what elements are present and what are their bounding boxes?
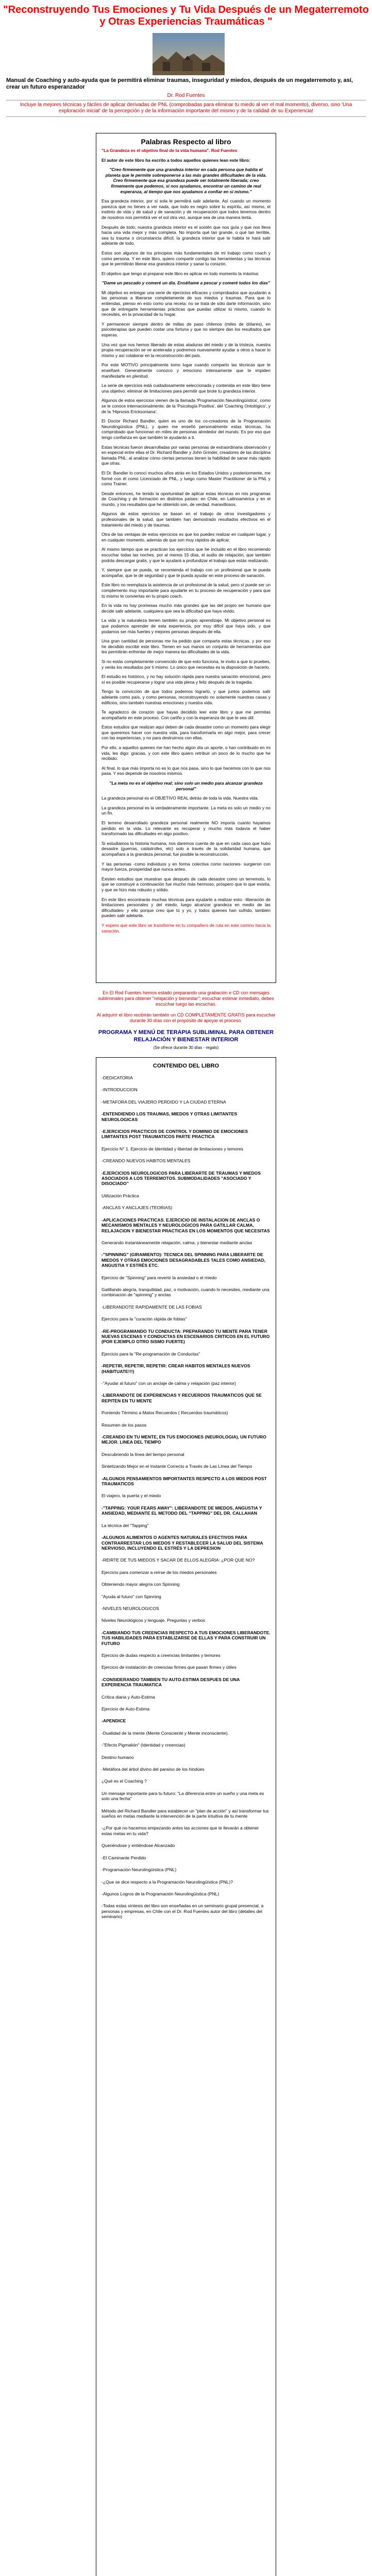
toc-item: El viajero, la puerta y el miedo bbox=[102, 1493, 161, 1499]
toc-item: -Todas estas síntesis del libro son enseñadas en un seminario grupal presencial, a personas y empresas, en Chile con el Dr. Rod Fuentes autor del libro (detalles del seminario) bbox=[102, 1903, 264, 1920]
toc-item: -Dualidad de la mente (Mente Consciente y Mente inconsciente). bbox=[102, 1730, 229, 1736]
toc-item: -CONSIDERANDO TAMBIEN TU AUTO-ESTIMA DESPUES DE UNA EXPERIENCIA TRAUMATICA bbox=[102, 1676, 240, 1688]
toc-item: Niveles Neurológicos y lenguaje. Preguntas y verbos bbox=[102, 1618, 206, 1623]
toc-item: Ejercicio N° 1. Ejercicio de Identidad y libertad de limitaciones y temores bbox=[102, 1146, 244, 1151]
toc-item: -LIBERANDOTE DE EXPERIENCIAS Y RECUERDOS TRAUMATICOS QUE SE REPITEN EN TU MENTE bbox=[102, 1393, 262, 1403]
words-paragraph: Al final, lo que más importa no es lo que nos pasa, sino lo que hacemos con lo que nos pasa. Y eso depende de nosotros mismos. bbox=[102, 765, 270, 776]
words-paragraph: Una gran cantidad de personas me ha pedido que comparta estas técnicas, y por eso he decidido escribir este libro. Tienen en sus manos un conjunto de herramientas que les permitirán enfrentar de mejor manera las dificultades de la vida. bbox=[102, 638, 270, 655]
words-paragraph: El terreno desarrollado grandeza personal realmente NO importa cuanto hayamos perdido en la vida. Lo relevante es recuperar y mucho más todavía el haber transformado las dificultades en algo positivo. bbox=[102, 820, 270, 837]
words-paragraph: "La meta no es el objetivo real; sino solo un medio para alcanzar grandeza personal" bbox=[109, 781, 263, 791]
toc-item: -REIRTE DE TUS MIEDOS Y SACAR DE ELLOS ALEGRIA: ¿POR QUE NO? bbox=[102, 1557, 255, 1563]
toc-item: Ejercicio de dudas respecto a creencias limitantes y temores bbox=[102, 1652, 221, 1658]
words-about-book-box bbox=[96, 133, 276, 983]
toc-item: -¿Que se dice respecto a la Programación Neurolingüística (PNL)? bbox=[102, 1879, 233, 1885]
words-paragraph: Una vez que nos hemos liberado de estas ataduras del miedo y de la tristeza, nuestra propia recuperación se ve acelerada y podremos nuevamente ayudar a otros a hacer lo mismo y así colaborar en la reconstrucción del país. bbox=[102, 342, 270, 358]
words-paragraph: Y las personas -como individuos y en forma colectiva como naciones- surgieron con mayor fuerza, prosperidad que nunca antes. bbox=[102, 861, 270, 872]
toc-item: Ejercicio para la "curación rápida de fobias" bbox=[102, 1316, 187, 1322]
toc-item: ¿Qué es el Coaching ? bbox=[102, 1778, 147, 1784]
toc-item: Utilización Práctica bbox=[102, 1193, 139, 1198]
toc-item: -APENDICE bbox=[102, 1718, 126, 1724]
book-subtitle: Manual de Coaching y auto-ayuda que te permitirá eliminar traumas, inseguridad y miedos, después de un megaterremoto y, así, crear un futuro esperanzador bbox=[6, 77, 353, 90]
words-paragraph: El autor de este libro ha escrito a todos aquellos quienes lean este libro: bbox=[102, 157, 250, 163]
toc-item: -Algunos Logros de la Programación Neurolingüística (PNL) bbox=[102, 1891, 219, 1896]
toc-item: Crítica diaria y Auto-Estima bbox=[102, 1694, 155, 1700]
toc-item: -"Efecto Pigmalión" (Identidad y creencias) bbox=[102, 1742, 185, 1748]
toc-item: -APLICACIONES PRACTICAS. EJERCICIO DE INSTALACION DE ANCLAS O MECANISMOS MENTALES Y NEUROLOGICOS PARA GATILLAR CALMA, RELAJACION Y BIENESTAR PRACTICAS EN LOS MOMENTOS QUE NECESITAS bbox=[102, 1217, 270, 1233]
divider bbox=[6, 116, 366, 117]
toc-item: Sintetizando Mejor en el Instante Correcto a Través de Las Línea del Tiempo bbox=[102, 1464, 252, 1469]
table-of-contents-box bbox=[96, 1057, 276, 2576]
words-paragraph: La grandeza personal es la verdaderamente importante. La meta es solo un medio y no un fin. bbox=[102, 805, 270, 816]
words-paragraph: La serie de ejercicios está cuidadosamente seleccionada y contenida en este libro tiene una objetivo: eliminar de limitaciones para permitir que brote tu grandeza interior. bbox=[102, 383, 270, 394]
words-paragraph: El objetivo que tengo al preparar este libro es aplicar en todo momento la máxima: bbox=[102, 270, 259, 276]
toc-item: -EJERCICIOS PRACTICOS DE CONTROL Y DOMINIO DE EMOCIONES LIMITANTES POST TRAUMATICOS PARTE PRACTICA bbox=[102, 1129, 248, 1140]
words-paragraph: En este libro encontrarás muchas técnicas para ayudarte a realizar esto: -liberación de limitaciones personales y del miedo, luego alcanzar grandeza en medio de las dificultades- y ello porque creo que tú y yo, y todos quienes han sufrido, también pueden salir adelante. bbox=[102, 896, 270, 919]
author-link[interactable]: Dr. Rod Fuentes bbox=[167, 93, 205, 98]
promo-note: En El Rod Fuentes hemos estado preparando una grabación e CD con mensajes subliminales para obtener "relajación y bienestar"; escuchar estimar inmediato, debes escuchar luego las escuchas. bbox=[98, 990, 274, 1007]
toc-item: Ejercicio para la "Re-programación de Conductas" bbox=[102, 1351, 200, 1357]
toc-item: Ejercicio para comenzar a reírse de los miedos personales bbox=[102, 1569, 217, 1575]
words-paragraph: La vida y la naturaleza tienen también su propio aprendizaje. Mi objetivo personal es que podamos aprender de esta experiencia, por muy difícil que haya sido, y que podamos ser más fuertes y mejores personas después de ella. bbox=[102, 618, 270, 634]
words-paragraph: Este libro no reemplaza la asistencia de un profesional de la salud, pero sí puede ser un complemento muy importante para ayudarte en tu proceso de recuperación y para que tú mismo te conviertas en tu propio coach. bbox=[102, 582, 270, 599]
words-paragraph: Y permanecer siempre dentro de millas de paso chilenos (miles de dólares), en psicoterapias que pueden costar una fortuna y que no siempre dan los resultados que esperas. bbox=[102, 321, 270, 338]
toc-item: -REPETIR, REPETIR, REPETIR: CREAR HABITOS MENTALES NUEVOS (HABITUATE!!!) bbox=[102, 1363, 250, 1374]
words-paragraph: Estos estudios que realizan aquí deben de cada desastre como un momento para elegir que queremos hacer con nuestra vida, para transformarla en algo mejor, para crecer con las experiencias, y no para destruirnos con ellas. bbox=[102, 724, 270, 741]
words-paragraph: Al mismo tiempo que se practican los ejercicios que he incluido en el libro recomiendo escuchar todas las noches, por al menos 15 días, el audio de relajación, que también podrás descargar gratis, y que te ayudará a profundizar el trabajo que estás realizando. bbox=[102, 547, 270, 563]
toc-item: -Programación Neurolingüística (PNL) bbox=[102, 1867, 177, 1873]
words-paragraph: Y espero que este libro se transforme en tu compañero de ruta en este camino hacia la sanación. bbox=[102, 922, 270, 934]
toc-item: -LIBERANDOTE RAPIDAMENTE DE LAS FOBIAS bbox=[102, 1304, 202, 1310]
words-paragraph: Algunos de estos ejercicios se basan en el trabajo de otros investigadores y profesionales de la salud, que también han demostrado resultados efectivos en el tratamiento del miedo y de traumas. bbox=[102, 511, 270, 528]
words-paragraph: Algunos de estos ejercicios vienen de la llamada 'Programación Neurolingüística', como se le conoce internacionalmente; de la 'Psicología Positiva', del 'Coaching Ontológico', y de la 'Hipnosis Ericksoniana'. bbox=[102, 398, 270, 414]
toc-item: -NIVELES NEUROLOGICOS bbox=[102, 1605, 159, 1611]
toc-item: Obteniendo mayor alegría con Spinning bbox=[102, 1582, 180, 1587]
words-paragraph: El Dr. Bandler lo conocí muchos años atrás en los Estados Unidos y posteriormente, me formé con él como Licenciado de PNL, y luego como Master Practitioner de la PNL y como Trainer. bbox=[102, 470, 270, 487]
toc-item: Queriéndose y entiéndose Alcanzado bbox=[102, 1843, 175, 1849]
toc-list bbox=[102, 1075, 270, 1926]
toc-item: -ALGUNOS PENSAMIENTOS IMPORTANTES RESPECTO A LOS MIEDOS POST TRAUMATICOS bbox=[102, 1476, 267, 1487]
toc-item: -"Ayudar al futuro" con un anclaje de calma y relajación (paz interior) bbox=[102, 1381, 236, 1386]
intro-text: Incluye la mejores técnicas y fáciles de aplicar derivadas de PNL (comprobadas para eliminar tu miedo al ver el mal momento), diverso, sino 'Una exploración inicial' de la percepción y de la información importante del mismo y de la calidad de su Experiencia! bbox=[20, 102, 352, 114]
toc-item: -"TAPPING: YOUR FEARS AWAY": LIBERANDOTE DE MIEDOS, ANGUSTIA Y ANSIEDAD, MEDIANTE EL METODO DEL "TAPPING" DEL DR. CALLAHAN bbox=[102, 1505, 262, 1516]
words-paragraph: Te agradezco de corazón que hayas decidido leer este libro y que me permitas acompañarte en este proceso. Con cariño y con la esperanza de que te sea útil. bbox=[102, 709, 270, 720]
audio-promo bbox=[96, 990, 276, 1050]
words-paragraph: Estas técnicas fueron desarrolladas por varias personas de extraordinaria observación y en especial entre ellas el Dr. Richard Bandler y John Grinder, creadores de las disciplina llamada PNL: al analizar cómo ciertas personas tienen la habilidad de sanar más rápido que otras. bbox=[102, 444, 270, 466]
toc-item: Generando instantáneamente relajación, calma, y bienestar mediante anclas bbox=[102, 1240, 252, 1245]
toc-item: -METAFORA DEL VIAJERO PERDIDO Y LA CIUDAD ETERNA bbox=[102, 1099, 226, 1105]
toc-item: -CREANDO EN TU MENTE, EN TUS EMOCIONES (NEUROLOGIA), UN FUTURO MEJOR. LINEA DEL TIEMPO bbox=[102, 1434, 266, 1445]
toc-item: -EJERCICIOS NEUROLOGICOS PARA LIBERARTE DE TRAUMAS Y MIEDOS ASOCIADOS A LOS TERREMOTOS. SUBMODALIDADES "ASOCIADO Y DISOCIADO" bbox=[102, 1170, 261, 1187]
toc-item: Ejercicio de "Spinning" para revertir la ansiedad o el miedo bbox=[102, 1275, 217, 1280]
words-paragraph: Después de todo; nuestra grandeza interior es el sostén que nos guía y que nos lleva hacia una vida mejor y más completa. No importa qué tan grande, o qué tan terrible, sea tu trauma o circunstancia difícil, la grandeza interior que te habita te hará salir adelante de todo. bbox=[102, 224, 270, 246]
toc-item: Un mensaje importante para tu futuro: "La diferencia entre un sueño y una meta es solo una fecha" bbox=[102, 1790, 264, 1802]
words-paragraph: El Doctor Richard Bandler, quien es uno de los co-creadores de la Programación Neurolingüística (PNL), y quien me enseñó personalmente estas técnicas, ha comprobado que funcionan en miles de personas alrededor del mundo. Es por eso que tengo confianza en que también te ayudarán a ti. bbox=[102, 418, 270, 440]
words-paragraph: Si estudiamos la historia humana, nos daremos cuenta de que en cada caso que hubo desastre (guerras, catástrofes, etc) solo a través de la solidaridad humana, que acompañara a la grandeza personal, fue posible la reconstrucción. bbox=[102, 840, 270, 857]
words-paragraph: Existen estudios que muestran que después de cada desastre como un terremoto, lo que se construye a continuación fue mucho más hermoso, próspero que lo que existía, y que se hizo más robusto y sólido. bbox=[102, 876, 270, 892]
book-title: "Reconstruyendo Tus Emociones y Tu Vida Después de un Megaterremoto y Otras Experiencias Traumáticas " bbox=[3, 4, 369, 27]
words-paragraph: Tengo la convicción de que todos podemos lograrlo, y que juntos podemos salir adelante como país, y como personas, reconstruyendo no solamente nuestras casas y edificios, sino también nuestras emociones y nuestra vida. bbox=[102, 689, 270, 705]
toc-item: Resumen de los pasos bbox=[102, 1422, 147, 1428]
toc-item: -CREANDO NUEVOS HABITOS MENTALES bbox=[102, 1158, 191, 1164]
toc-item: -DEDICATORIA bbox=[102, 1075, 133, 1080]
toc-item: -ANCLAS Y ANCLAJES (TEORIAS) bbox=[102, 1205, 173, 1211]
toc-item: Destino humano bbox=[102, 1754, 134, 1760]
toc-item: -Metáfora del árbol divino del paraíso de los hindúes bbox=[102, 1767, 205, 1772]
words-paragraph: "La Grandeza es el objetivo final de la vida humana". Rod Fuentes bbox=[102, 148, 238, 153]
toc-item: -ENTENDIENDO LOS TRAUMAS, MIEDOS Y OTRAS LIMITANTES NEUROLOGICAS bbox=[102, 1111, 238, 1122]
toc-item: Gatillando alegría, tranquilidad, paz, o motivación, cuando lo necesites, mediante una combinación de "spinning" y anclas bbox=[102, 1286, 269, 1298]
toc-title: CONTENIDO DEL LIBRO bbox=[153, 1063, 219, 1069]
words-paragraph: Mi objetivo es entregar una serie de ejercicios eficaces y comprobados que ayudarán a las personas a liberarse completamente de sus miedos y traumas. Para que lo entiendas, pienso en esto como una receta: no se trata de sólo darte información, sino que de entregarte herramientas prácticas que puedas utilizar tú mismo, cuando lo necesites, en la privacidad de tu hogar. bbox=[102, 290, 270, 317]
words-paragraph: Por este MOTIVO principalmente tomo lugar cuando comparto las técnicas que te enseñaré. Generalmente conozco y emociono intensamente que te impiden manifestarte en plenitud. bbox=[102, 362, 270, 379]
toc-item: Poniendo Término a Malos Recuerdos ( Recuerdos traumáticos) bbox=[102, 1410, 228, 1416]
words-paragraph: Otra de las ventajas de estos ejercicios es que los puedes realizar en cualquier lugar, y en cualquier momento, además de que son muy rápidos de aplicar. bbox=[102, 532, 270, 543]
toc-item: -El Caminante Perdido bbox=[102, 1855, 146, 1860]
words-paragraph: Estos son algunos de los principios más fundamentales de mi trabajo como coach y como persona. Y en este libro, quiero compartir contigo las herramientas y las técnicas que te permitirán liberar esa grandeza interior y sanar tu corazón. bbox=[102, 250, 270, 267]
toc-item: -¿Por qué no hacemos empezando antes las acciones que te llevarán a obtener estas metas en tu vida? bbox=[102, 1825, 259, 1836]
promo-title[interactable]: PROGRAMA Y MENÚ DE TERAPIA SUBLIMINAL PARA OBTENER RELAJACIÓN Y BIENESTAR INTERIOR bbox=[98, 1029, 274, 1043]
words-paragraph: "Creo firmemente que una grandeza interior en cada persona que habita el planeta que le permite sobreponerse a las más grandes dificultades de la vida. Creo firmemente que esa grandeza puede ser totalmente liberada; creo firmemente que podemos, si nos ayudamos, encontrar un camino de real esperanza, al tiempo que nos ayudamos a confiar en sí mismo." bbox=[105, 167, 267, 194]
promo-caption: (Se ofrece durante 30 días - regalo) bbox=[153, 1045, 219, 1050]
toc-item: -ALGUNOS ALIMENTOS O AGENTES NATURALES EFECTIVOS PARA CONTRARRESTAR LOS MIEDOS Y RESTABLECER LA SALUD DEL SISTEMA NERVIOSO, INCLUYENDO EL ESTRÉS Y LA DEPRESION bbox=[102, 1535, 263, 1551]
toc-item: La técnica del "Tapping" bbox=[102, 1522, 149, 1528]
words-paragraph: Y, siempre que se pueda, se recomienda el trabajo con un profesional que te pueda acompañar, que te dé seguridad y que te pueda ayudar en este proceso de sanación. bbox=[102, 567, 270, 578]
toc-item: -CAMBIANDO TUS CREENCIAS RESPECTO A TUS EMOCIONES LIBERANDOTE. TUS HABILIDADES PARA ESTABLIZARSE DE ELLAS Y PARA CONSTRUIR UN FUTURO bbox=[102, 1630, 270, 1646]
words-paragraph: Si no estás completamente convencido de que esto funciona, te invito a que lo pruebes, y verás los resultados por ti mismo. Lo único que necesitas es la disposición de hacerlo. bbox=[102, 658, 270, 670]
words-paragraph: La grandeza personal es el OBJETIVO REAL detrás de toda la vida. Nuestra vida. bbox=[102, 795, 259, 801]
book-cover-image bbox=[153, 33, 225, 75]
promo-note-2: Al adquirir el libro recibirán también un CD COMPLETAMENTE GRATIS para escuchar durante 30 días con el propósito de apoyar el proceso. bbox=[96, 1012, 276, 1023]
toc-item: -RE-PROGRAMANDO TU CONDUCTA: PREPARANDO TU MENTE PARA TENER NUEVAS ESCENAS Y CONDUCTAS EN ESCENARIOS CRITICOS EN EL FUTURO (POR EJEMPLO OTRO SISMO FUERTE) bbox=[102, 1328, 270, 1345]
toc-item: -"SPINNING" (GIRAMIENTO): TECNICA DEL SPINNING PARA LIBERARTE DE MIEDOS Y OTRAS EMOCIONES DESAGRADABLES TALES COMO ANSIEDAD, ANGUSTIA Y ESTRÉS ETC. bbox=[102, 1252, 266, 1268]
toc-item: "Ayuda al futuro" con Spinning bbox=[102, 1594, 161, 1599]
words-section-title: Palabras Respecto al libro bbox=[141, 138, 231, 146]
toc-item: Descubriendo la línea del tiempo personal bbox=[102, 1451, 184, 1457]
toc-item: Ejercicio de instalación de creencias firmes que pasan firmes y útiles bbox=[102, 1665, 236, 1670]
words-paragraph: "Dame un pescado y comeré un día. Enséñame a pescar y comeré todos los días" bbox=[102, 280, 270, 286]
words-paragraph: El estudio es histórico, y no hay solución rápida para nuestra sanación emocional, pero sí es posible recuperarse y lograr una vida plena y feliz después de la tragedia. bbox=[102, 674, 270, 685]
words-paragraph: Esa grandeza interior, por sí sola le permitirá salir adelante. Así cuando un momento parezca que no tienes a ver nada, que todo es negro sobre tu espíritu, así mismo, el instinto de vida y de salud y de sanación y de recuperación que todos tenemos dentro de nosotros nos permitirá ver el sol otra vez, aunque sea de una manera lenta. bbox=[102, 198, 270, 220]
toc-item: -INTRODUCCION bbox=[102, 1087, 138, 1093]
words-paragraph: En la vida no hay promesas mucho más grandes que las del propio ser humano que decide salir adelante, cualquiera que sea la dificultad que haya vivido. bbox=[102, 603, 270, 614]
toc-item: Ejercicio de Auto-Estima bbox=[102, 1706, 150, 1711]
toc-item: Método del Richard Bandler para establecer un "plan de acción" y así transformar tus sueños en metas mediante la intervención de la parte intuitiva de tu mente bbox=[102, 1808, 269, 1819]
words-paragraph: Desde entonces, he tenido la oportunidad de aplicar estas técnicas en mis programas de Coaching y de formación en distintos países: en Chile, en Latinoamérica y en el mundo, y los resultados que he obtenido son, de verdad, maravillosos. bbox=[102, 490, 270, 507]
words-section-body bbox=[96, 148, 276, 978]
words-paragraph: Por ello, a aquellos quienes me han hecho algún día un aporte, o han contribuido en mi vida, les digo: gracias, y con este libro quiero retribuir un poco de lo mucho que he recibido. bbox=[102, 745, 270, 761]
